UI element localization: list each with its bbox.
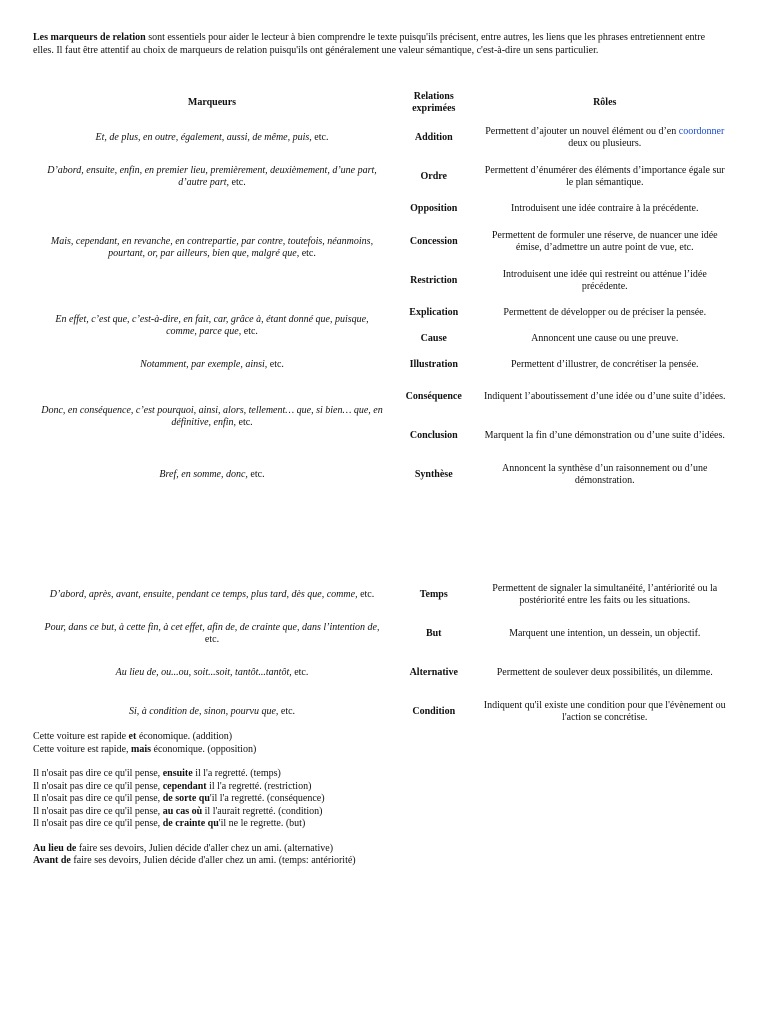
role-cell: Indiquent qu'il existe une condition pour que l'évènement ou l'action se concrétise. <box>483 699 726 723</box>
relation-cell: Concession <box>409 235 458 247</box>
table-row <box>33 118 733 158</box>
markers-cell: D’abord, ensuite, enfin, en premier lieu, premièrement, deuxièmement, d’une part, d’autre part, etc. <box>47 164 377 188</box>
relation-cell: Explication <box>409 306 459 318</box>
coordonner-link[interactable]: coordonner <box>678 125 725 137</box>
role-cell: Indiquent l’aboutissement d’une idée ou d’une suite d’idées. <box>483 390 726 402</box>
example-line: Au lieu de faire ses devoirs, Julien décide d'aller chez un ami. (alternative) <box>33 842 334 854</box>
relation-cell: Alternative <box>409 666 458 678</box>
markers-cell: Si, à condition de, sinon, pourvu que, etc. <box>128 705 296 717</box>
table-row <box>33 692 733 732</box>
table-row <box>33 196 733 222</box>
role-cell: Annoncent la synthèse d’un raisonnement ou d’une démonstration. <box>501 462 708 486</box>
relation-cell: Addition <box>414 131 453 143</box>
relation-cell: Restriction <box>410 274 458 286</box>
markers-cell: Pour, dans ce but, à cette fin, à cet effet, afin de, de crainte que, dans l’intention de, etc. <box>44 621 380 645</box>
example-line: Il n'osait pas dire ce qu'il pense, au cas où il l'aurait regretté. (condition) <box>33 805 323 817</box>
role-cell: Marquent une intention, un dessein, un objectif. <box>509 627 701 639</box>
role-cell: Introduisent une idée qui restreint ou atténue l’idée précédente. <box>502 268 707 292</box>
role-cell: Permettent de signaler la simultanéité, l’antériorité ou la postériorité entre les faits ou les situations. <box>492 582 718 606</box>
role-cell: Permettent de formuler une réserve, de nuancer une idée émise, d’admettre un autre point de vue, etc. <box>491 229 718 253</box>
table-row <box>33 614 733 654</box>
relation-cell: Temps <box>419 588 448 600</box>
example-line: Il n'osait pas dire ce qu'il pense, ensuite il l'a regretté. (temps) <box>33 768 281 779</box>
intro-bold: Les marqueurs de relation <box>33 32 146 43</box>
relation-cell: Synthèse <box>414 468 453 480</box>
table-row <box>33 158 733 196</box>
markers-table <box>33 88 733 494</box>
role-cell: Marquent la fin d’une démonstration ou d’une suite d’idées. <box>484 429 725 441</box>
relation-cell: Opposition <box>410 202 458 214</box>
markers-cell: Bref, en somme, donc, etc. <box>159 468 265 480</box>
role-cell: Annoncent une cause ou une preuve. <box>531 332 679 344</box>
header-relations: Relations exprimées <box>412 90 456 114</box>
markers-cell: Notamment, par exemple, ainsi, etc. <box>140 358 284 370</box>
table-row <box>33 456 733 494</box>
examples-section <box>33 731 733 868</box>
example-line: Cette voiture est rapide, mais économique. (opposition) <box>33 743 257 755</box>
role-cell: Permettent d’ajouter un nouvel élément ou d’en coordonner deux ou plusieurs. <box>485 125 725 149</box>
header-markers: Marqueurs <box>187 96 237 108</box>
intro-text: sont essentiels pour aider le lecteur à bien comprendre le texte puisqu'ils précisent, entre autres, les liens que les phrases entretiennent entre elles. Il faut être attentif au choix de marqueurs de relation puisqu'ils ont généralement une valeur sémantique, c'est-à-dire un sens particulier. <box>33 32 706 56</box>
example-line: Il n'osait pas dire ce qu'il pense, de sorte qu'il l'a regretté. (conséquence) <box>33 793 325 804</box>
role-cell: Permettent d’illustrer, de concrétiser la pensée. <box>510 358 699 370</box>
markers-cell: Mais, cependant, en revanche, en contrepartie, par contre, toutefois, néanmoins, pourtant, or, par ailleurs, bien que, malgré que, etc. <box>50 235 374 259</box>
role-cell: Permettent d’énumérer des éléments d’importance égale sur le plan sémantique. <box>484 164 725 188</box>
table-header <box>33 88 733 118</box>
table-row <box>33 378 733 416</box>
relation-cell: Conclusion <box>409 429 458 441</box>
role-cell: Permettent de soulever deux possibilités, un dilemme. <box>496 666 713 678</box>
table-row <box>33 576 733 614</box>
intro-paragraph <box>33 32 723 57</box>
table-row <box>33 352 733 378</box>
example-line: Avant de faire ses devoirs, Julien décide d'aller chez un ami. (temps: antériorité) <box>33 855 356 866</box>
role-cell: Introduisent une idée contraire à la précédente. <box>511 202 699 214</box>
table-row <box>33 300 733 326</box>
markers-cell: Donc, en conséquence, c’est pourquoi, ainsi, alors, tellement… que, si bien… que, en définitive, enfin, etc. <box>41 404 383 428</box>
markers-table-continued <box>33 576 733 732</box>
relation-cell: Illustration <box>409 358 458 370</box>
relation-cell: Conséquence <box>405 390 462 402</box>
example-line: Il n'osait pas dire ce qu'il pense, de crainte qu'il ne le regrette. (but) <box>33 818 306 829</box>
role-cell: Permettent de développer ou de préciser la pensée. <box>503 306 707 318</box>
relation-cell: Cause <box>420 332 447 344</box>
markers-cell: Au lieu de, ou...ou, soit...soit, tantôt...tantôt, etc. <box>115 666 309 678</box>
relation-cell: Ordre <box>420 170 447 182</box>
markers-cell: D’abord, après, avant, ensuite, pendant ce temps, plus tard, dès que, comme, etc. <box>49 588 375 600</box>
header-roles: Rôles <box>593 96 617 108</box>
markers-cell: En effet, c’est que, c’est-à-dire, en fait, car, grâce à, étant donné que, puisque, comme, parce que, etc. <box>55 313 369 337</box>
relation-cell: But <box>425 627 442 639</box>
markers-cell: Et, de plus, en outre, également, aussi, de même, puis, etc. <box>95 131 329 143</box>
table-row <box>33 654 733 692</box>
example-line: Cette voiture est rapide et économique. (addition) <box>33 731 233 742</box>
relation-cell: Condition <box>412 705 456 717</box>
example-line: Il n'osait pas dire ce qu'il pense, cependant il l'a regretté. (restriction) <box>33 780 312 792</box>
